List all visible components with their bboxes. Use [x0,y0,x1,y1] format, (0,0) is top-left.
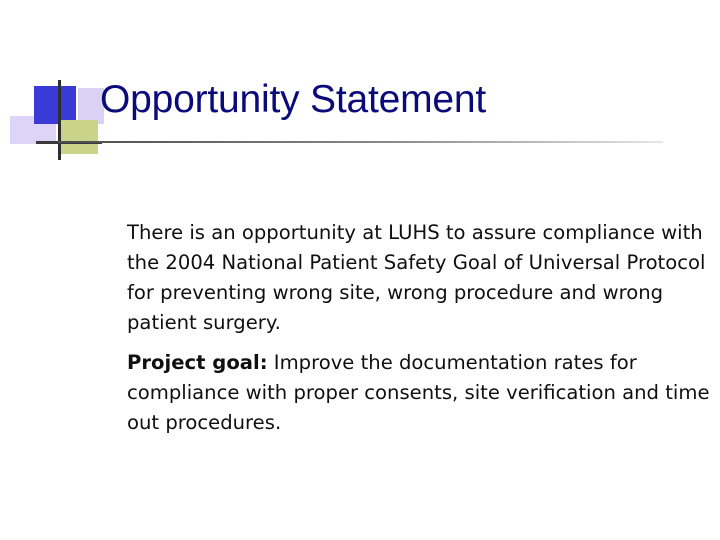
title-underline-rule [58,141,663,143]
slide-body [127,218,712,438]
logo-green-square [58,120,98,154]
opportunity-paragraph: There is an opportunity at LUHS to assure compliance with the 2004 National Patient Safety Goal of Universal Protocol for preventing wrong site, wrong procedure and wrong patient surgery. [127,221,706,334]
logo-blue-square [34,86,76,124]
slide-title: Opportunity Statement [100,78,487,121]
project-goal-label: Project goal: [127,351,268,374]
project-goal-paragraph [127,348,712,438]
logo-vertical-line [58,80,61,160]
project-goal-text: Improve the documentation rates for compliance with proper consents, site verification and time out procedures. [127,351,710,434]
